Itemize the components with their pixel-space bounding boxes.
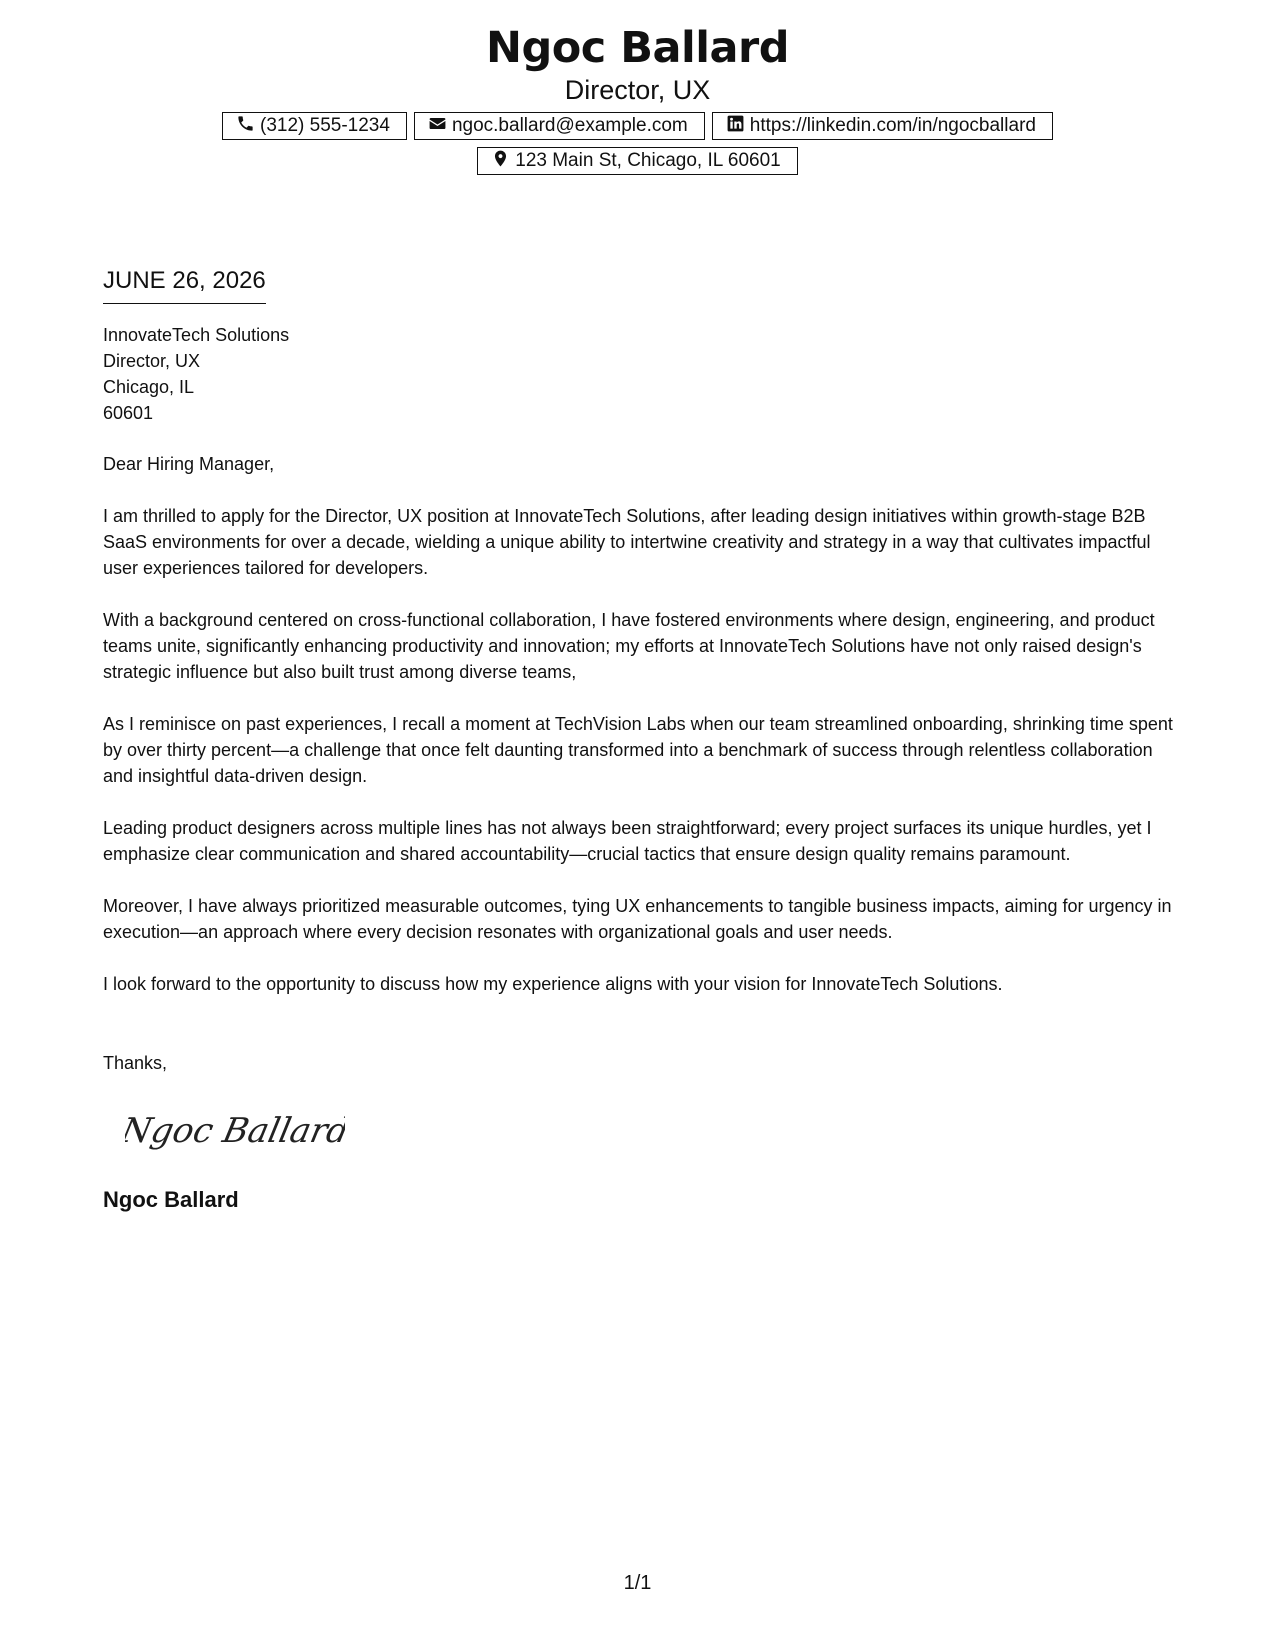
recipient-city: Chicago, IL [103,377,195,397]
email-text: ngoc.ballard@example.com [451,115,688,136]
recipient-company: InnovateTech Solutions [103,325,290,345]
paragraph: With a background centered on cross-functional collaboration, I have fostered environments where design, engineering, and product teams unite, significantly enhancing productivity and innovation; my efforts at InnovateTech Solutions have not only raised design's strategic influence but also built trust among diverse teams, [103,610,1155,682]
paragraph: Leading product designers across multiple lines has not always been straightforward; every project surfaces its unique hurdles, yet I emphasize clear communication and shared accountability—crucial tactics that ensure design quality remains paramount. [103,818,1152,864]
map-pin-icon [491,149,510,174]
linkedin-text: https://linkedin.com/in/ngocballard [749,115,1036,136]
closing: Thanks, [103,1053,168,1073]
contact-row [0,112,1275,140]
address-text: 123 Main St, Chicago, IL 60601 [515,150,781,171]
recipient-address [103,322,1183,426]
applicant-name: Ngoc Ballard [485,23,790,73]
page-number: 1/1 [623,1572,652,1594]
linkedin-icon [726,114,745,139]
paragraph: As I reminisce on past experiences, I recall a moment at TechVision Labs when our team streamlined onboarding, shrinking time spent by over thirty percent—a challenge that once felt daunting transformed into a benchmark of success through relentless collaboration and insightful data-driven design. [103,714,1173,786]
recipient-zip: 60601 [103,403,154,423]
svg-text:Ngoc Ballard: Ngoc Ballard [125,1111,345,1151]
paragraph: Moreover, I have always prioritized measurable outcomes, tying UX enhancements to tangible business impacts, aiming for urgency in execution—an approach where every decision resonates with organizational goals and user needs. [103,896,1172,942]
applicant-title: Director, UX [564,75,711,105]
paragraph: I am thrilled to apply for the Director, UX position at InnovateTech Solutions, after leading design initiatives within growth-stage B2B SaaS environments for over a decade, wielding a unique ability to intertwine creativity and strategy in a way that cultivates impactful user experiences tailored for developers. [103,506,1151,578]
envelope-icon [428,114,447,139]
recipient-role: Director, UX [103,351,201,371]
address-chip[interactable] [477,147,797,175]
paragraph: I look forward to the opportunity to discuss how my experience aligns with your vision for InnovateTech Solutions. [103,974,1003,994]
phone-text: (312) 555-1234 [260,115,390,136]
letter-header [0,22,1275,175]
contact-row [0,147,1275,175]
letter-date: JUNE 26, 2026 [103,266,266,304]
signer-name: Ngoc Ballard [103,1187,239,1212]
phone-chip[interactable] [222,112,407,140]
linkedin-chip[interactable] [712,112,1053,140]
email-chip[interactable] [414,112,705,140]
signature-image [125,1106,345,1156]
greeting: Dear Hiring Manager, [103,454,275,474]
letter-body [103,266,1183,1214]
phone-icon [236,114,255,139]
